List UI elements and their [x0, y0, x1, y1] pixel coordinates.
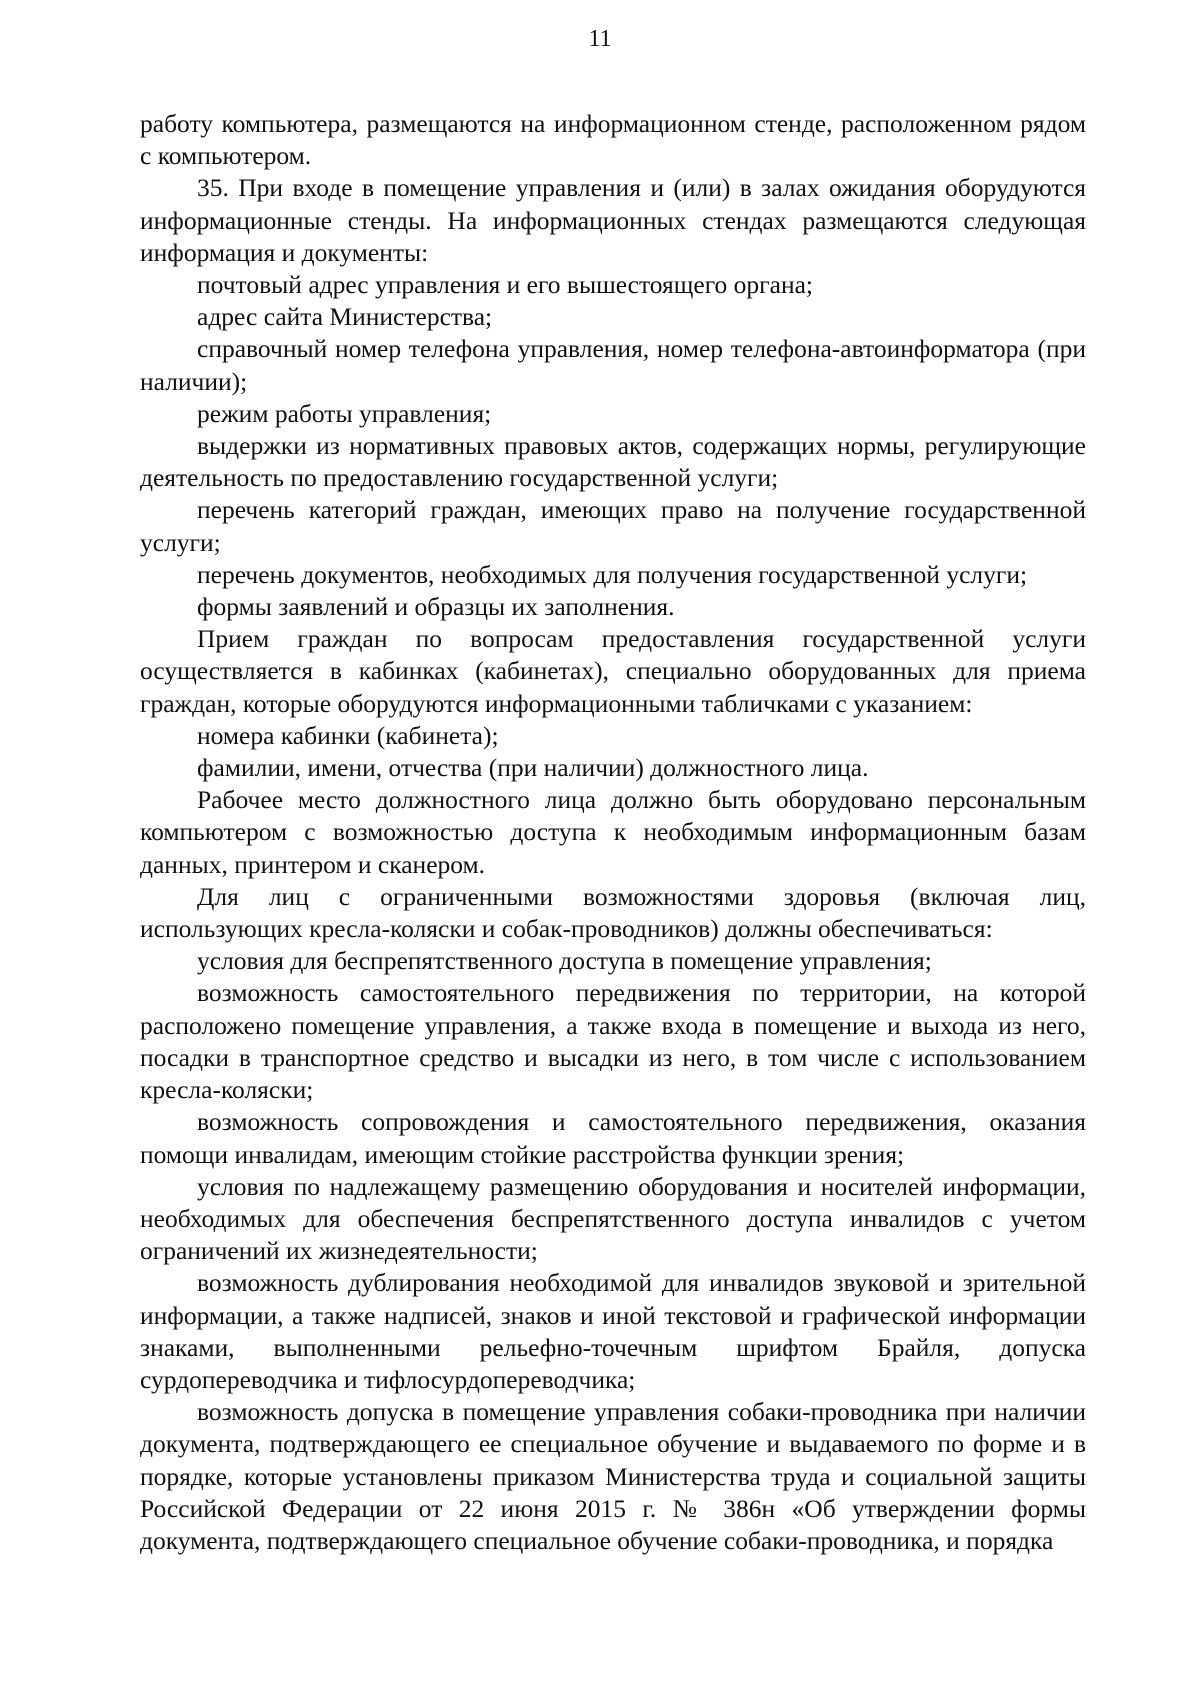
paragraph-continuation: работу компьютера, размещаются на информационном стенде, расположенном рядом с компьютером.: [140, 109, 1086, 171]
list-item-unobstructed-access: условия для беспрепятственного доступа в помещение управления;: [197, 946, 932, 976]
paragraph-workplace: Рабочее место должностного лица должно быть оборудовано персональным компьютером с возможностью доступа к необходимым информационным базам данных, принтером и сканером.: [140, 785, 1086, 879]
list-item-guide-dog-admission: возможность допуска в помещение управления собаки-проводника при наличии документа, подтверждающего ее специальное обучение и выдаваемого по форме и в порядке, которые установлены приказом Министерства труда и социальной защиты Российской Федерации от 22 июня 2015 г. № 386н «Об утверждении формы документа, подтверждающего специальное обучение собаки-проводника, и порядка: [140, 1397, 1086, 1555]
list-item-independent-movement: возможность самостоятельного передвижения по территории, на которой расположено помещение управления, а также входа в помещение и выхода из него, посадки в транспортное средство и высадки из него, в том числе с использованием кресла-коляски;: [140, 978, 1086, 1105]
list-item-information-duplication: возможность дублирования необходимой для инвалидов звуковой и зрительной информации, а также надписей, знаков и иной текстовой и графической информации знаками, выполненными рельефно-точечным шрифтом Брайля, допуска сурдопереводчика и тифлосурдопереводчика;: [140, 1268, 1086, 1394]
paragraph-reception: Прием граждан по вопросам предоставления государственной услуги осуществляется в кабинках (кабинетах), специально оборудованных для приема граждан, которые оборудуются информационными табличками с указанием:: [140, 624, 1086, 718]
list-item-postal-address: почтовый адрес управления и его вышестоящего органа;: [197, 270, 814, 300]
list-item-citizen-categories: перечень категорий граждан, имеющих право на получение государственной услуги;: [140, 495, 1086, 557]
list-item-official-name: фамилии, имени, отчества (при наличии) должностного лица.: [197, 753, 869, 783]
list-item-application-forms: формы заявлений и образцы их заполнения.: [197, 592, 675, 622]
document-body: [140, 108, 1086, 1557]
list-item-escort-assistance: возможность сопровождения и самостоятельного передвижения, оказания помощи инвалидам, имеющим стойкие расстройства функции зрения;: [140, 1107, 1086, 1169]
paragraph-item-35: 35. При входе в помещение управления и (или) в залах ожидания оборудуются информационные стенды. На информационных стендах размещаются следующая информация и документы:: [140, 173, 1086, 267]
list-item-legal-excerpts: выдержки из нормативных правовых актов, содержащих нормы, регулирующие деятельность по предоставлению государственной услуги;: [140, 431, 1086, 493]
page-number: 11: [588, 26, 612, 52]
list-item-equipment-placement: условия по надлежащему размещению оборудования и носителей информации, необходимых для обеспечения беспрепятственного доступа инвалидов с учетом ограничений их жизнедеятельности;: [140, 1171, 1086, 1266]
list-item-ministry-site: адрес сайта Министерства;: [197, 302, 493, 332]
paragraph-disabilities: Для лиц с ограниченными возможностями здоровья (включая лиц, использующих кресла-коляски и собак-проводников) должны обеспечиваться:: [140, 881, 1086, 944]
list-item-phone-number: справочный номер телефона управления, номер телефона-автоинформатора (при наличии);: [140, 334, 1086, 396]
list-item-booth-number: номера кабинки (кабинета);: [197, 720, 499, 750]
list-item-required-documents: перечень документов, необходимых для получения государственной услуги;: [197, 559, 1028, 589]
list-item-working-hours: режим работы управления;: [197, 398, 492, 428]
